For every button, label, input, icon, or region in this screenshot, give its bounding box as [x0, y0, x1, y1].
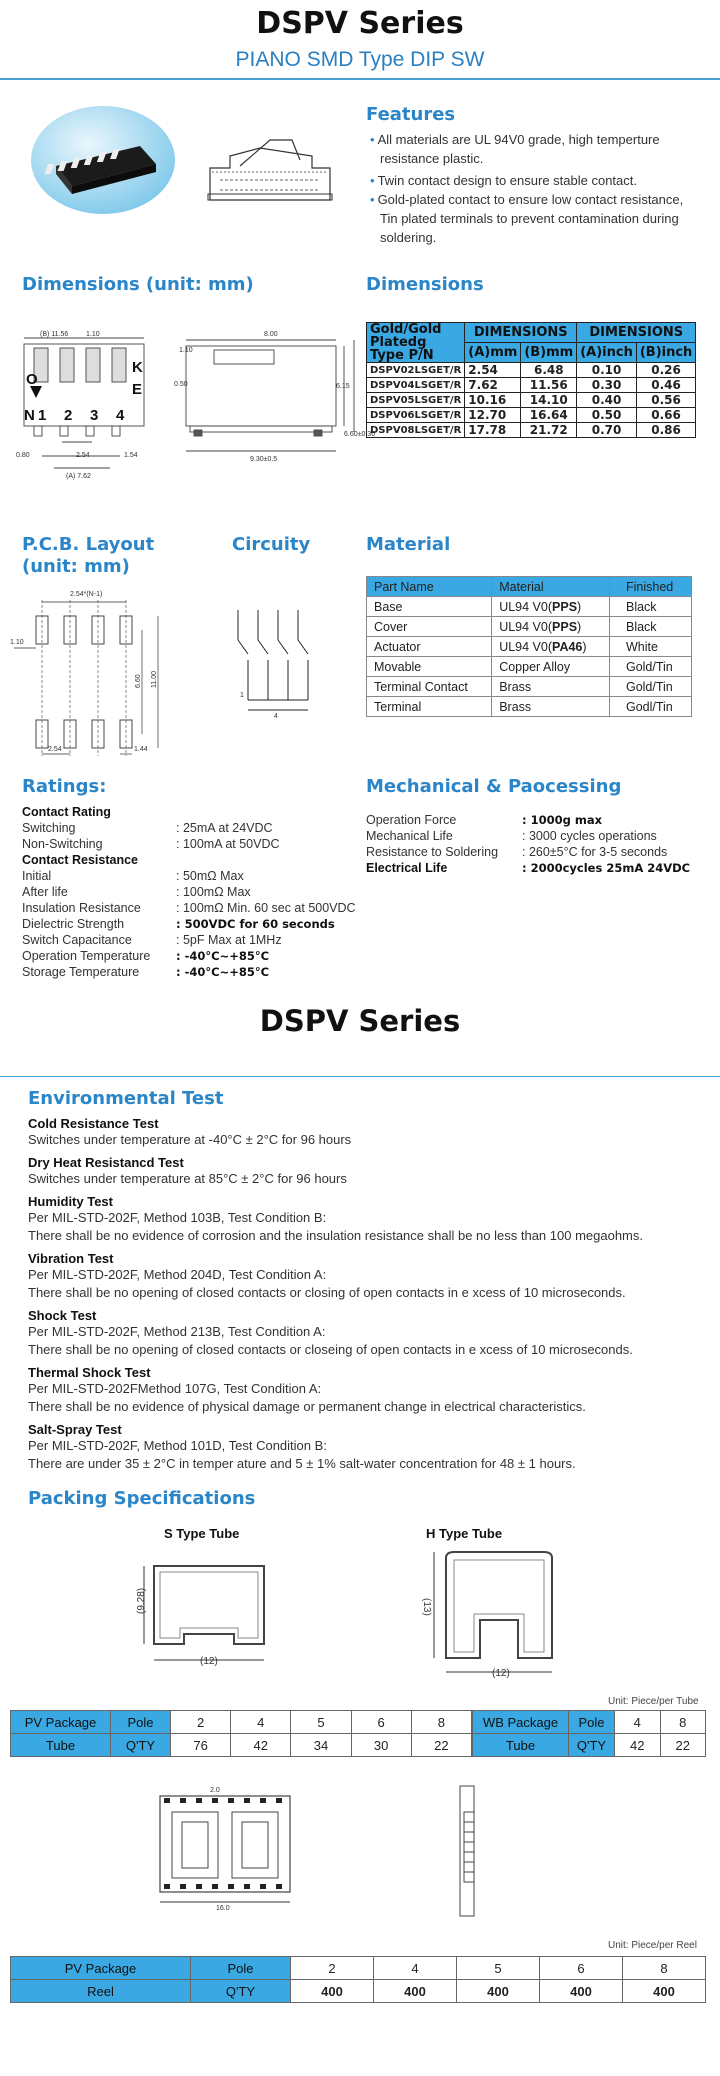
reel-cell: 400 — [374, 1980, 457, 2003]
env-test-text: Per MIL-STD-202F, Method 103B, Test Condition B: — [28, 1210, 327, 1225]
mechanical-label: Electrical Life — [366, 861, 448, 875]
material-part: Actuator — [367, 637, 492, 657]
s-tube-dim: (12) — [200, 1656, 218, 1667]
table-row — [367, 363, 696, 378]
pk-cell: 2 — [171, 1711, 231, 1734]
dim-cell: 2.54 — [465, 363, 521, 378]
rating-value: : 100mΩ Max — [176, 885, 251, 899]
reel-side-drawing — [448, 1782, 488, 1922]
switch-text: 3 — [90, 407, 99, 424]
material-table — [366, 576, 692, 717]
product-photo — [28, 104, 178, 216]
material-name: UL94 V0 — [499, 619, 548, 634]
reel-cell: Q'TY — [191, 1980, 291, 2003]
circuity-heading: Circuity — [232, 534, 311, 555]
dim-cell: 0.26 — [636, 363, 695, 378]
dim-cell: 21.72 — [521, 423, 577, 438]
dim-table-header-pn: Gold/Gold Platedg Type P/N — [367, 323, 465, 363]
env-test-item — [28, 1308, 708, 1359]
mechanical-row — [366, 844, 706, 860]
dim-cell: 0.56 — [636, 393, 695, 408]
switch-text: 1 — [38, 407, 47, 424]
pk-cell: 4 — [615, 1711, 661, 1734]
dim-cell: 0.30 — [577, 378, 637, 393]
table-row — [367, 393, 696, 408]
h-tube-dim: (13) — [421, 1598, 432, 1616]
switch-text: N — [24, 407, 35, 424]
pcb-heading: P.C.B. Layout (unit: mm) — [22, 534, 155, 577]
env-test-item — [28, 1422, 708, 1473]
rating-label: Initial — [22, 869, 52, 883]
switch-text: E — [132, 381, 143, 398]
switch-text: O — [26, 371, 38, 388]
dim-table-header: DIMENSIONS — [465, 323, 577, 343]
dim-cell: 0.66 — [636, 408, 695, 423]
dim-cell: 0.46 — [636, 378, 695, 393]
material-part: Terminal — [367, 697, 492, 717]
dim-cell: 10.16 — [465, 393, 521, 408]
ratings-list — [22, 804, 362, 980]
env-test-text: Switches under temperature at 85°C ± 2°C for 96 hours — [28, 1171, 347, 1186]
reel-cell: 5 — [457, 1957, 540, 1980]
dim-label: 9.30±0.5 — [250, 456, 278, 463]
rating-label: After life — [22, 885, 68, 899]
env-test-text: Per MIL-STD-202F, Method 213B, Test Condition A: — [28, 1324, 326, 1339]
table-row — [367, 677, 692, 697]
dim-label: 8.00 — [264, 331, 278, 338]
dim-pn: DSPV08LSGET/R — [367, 423, 465, 438]
pk-cell: PV Package — [11, 1711, 111, 1734]
dim-cell: 11.56 — [521, 378, 577, 393]
pk-cell: 8 — [411, 1711, 471, 1734]
env-test-text: There shall be no evidence of corrosion and the insulation resistance shall be no less than 100 megaohms. — [28, 1228, 643, 1243]
material-grade: PPS — [552, 619, 578, 634]
rating-value: : 50mΩ Max — [176, 869, 244, 883]
material-part: Cover — [367, 617, 492, 637]
env-test-text: Switches under temperature at -40°C ± 2°C for 96 hours — [28, 1132, 352, 1147]
dim-label: 0.50 — [174, 381, 188, 388]
mechanical-label: Resistance to Soldering — [366, 845, 499, 859]
table-row: Actuator UL94 V0(PA46) White — [367, 637, 692, 657]
environmental-list — [28, 1116, 708, 1479]
circuit-label: 1 — [240, 692, 244, 699]
material-name: Brass — [492, 697, 610, 717]
mechanical-row — [366, 812, 706, 828]
material-name: Brass — [492, 677, 610, 697]
mechanical-heading: Mechanical & Paocessing — [366, 776, 622, 797]
rating-row — [22, 948, 362, 964]
dimensions-drawing — [14, 326, 376, 486]
pcb-drawing — [10, 580, 180, 760]
rating-label: Operation Temperature — [22, 949, 151, 963]
table-row: Cover UL94 V0(PPS) Black — [367, 617, 692, 637]
pcb-label: 2.54 — [48, 746, 62, 753]
env-test-item — [28, 1365, 708, 1416]
dim-pn: DSPV06LSGET/R — [367, 408, 465, 423]
material-name: UL94 V0 — [499, 599, 548, 614]
pk-cell: Q'TY — [569, 1734, 615, 1757]
rating-row — [22, 916, 362, 932]
pk-cell: 4 — [231, 1711, 291, 1734]
mechanical-row — [366, 860, 706, 876]
env-test-text: There are under 35 ± 2°C in temper ature and 5 ± 1% salt-water concentration for 48 ± 1 hours. — [28, 1456, 576, 1471]
pk-cell: Tube — [473, 1734, 569, 1757]
dim-table-subheader: (A)inch — [577, 343, 637, 363]
unit-tube: Unit: Piece/per Tube — [608, 1696, 699, 1707]
table-row — [367, 697, 692, 717]
table-row — [367, 408, 696, 423]
dim-cell: 0.70 — [577, 423, 637, 438]
rating-row — [22, 964, 362, 980]
pcb-label: 6.60 — [135, 674, 142, 688]
packing-heading: Packing Specifications — [28, 1488, 256, 1509]
dim-label: 0.80 — [16, 452, 30, 459]
h-tube-dim: (12) — [492, 1668, 510, 1679]
env-test-title: Dry Heat Resistancd Test — [28, 1155, 184, 1170]
dim-label: 6.60±0.30 — [344, 431, 376, 438]
dim-cell: 17.78 — [465, 423, 521, 438]
page-subtitle: PIANO SMD Type DIP SW — [235, 48, 485, 71]
pk-cell: WB Package — [473, 1711, 569, 1734]
reel-cell: 400 — [291, 1980, 374, 2003]
dim-cell: 16.64 — [521, 408, 577, 423]
env-test-title: Vibration Test — [28, 1251, 114, 1266]
dim-cell: 0.10 — [577, 363, 637, 378]
reel-dim: 2.0 — [210, 1787, 220, 1794]
reel-cell: 4 — [374, 1957, 457, 1980]
pcb-label: 1.10 — [10, 639, 24, 646]
table-row — [367, 378, 696, 393]
env-test-title: Salt-Spray Test — [28, 1422, 122, 1437]
material-finish: Gold/Tin — [609, 657, 691, 677]
rating-row — [22, 932, 362, 948]
rating-value: : -40°C~+85°C — [176, 949, 270, 963]
pk-cell: Pole — [111, 1711, 171, 1734]
env-test-text: There shall be no opening of closed contacts or closeing of open contacts in e xcess of 10 microseconds. — [28, 1342, 633, 1357]
pcb-label: 11.00 — [151, 671, 158, 688]
wb-tube-table — [472, 1710, 706, 1757]
pk-cell: 30 — [351, 1734, 411, 1757]
pcb-label: 2.54*(N-1) — [70, 591, 103, 598]
dim-table-subheader: (B)mm — [521, 343, 577, 363]
material-heading: Material — [366, 534, 451, 555]
s-tube-dim: (9.28) — [136, 1587, 147, 1614]
pk-cell: Q'TY — [111, 1734, 171, 1757]
env-test-text: Per MIL-STD-202F, Method 204D, Test Condition A: — [28, 1267, 327, 1282]
pk-cell: 8 — [660, 1711, 706, 1734]
material-finish: White — [609, 637, 691, 657]
rating-value: : 100mΩ Min. 60 sec at 500VDC — [176, 901, 356, 915]
rating-label: Insulation Resistance — [22, 901, 141, 915]
material-col: Material — [492, 577, 610, 597]
mechanical-value: : 1000g max — [522, 813, 603, 827]
dim-cell: 0.86 — [636, 423, 695, 438]
material-part: Movable — [367, 657, 492, 677]
material-finish: Black — [609, 617, 691, 637]
reel-cell: 6 — [540, 1957, 623, 1980]
dim-label: 1.10 — [86, 331, 100, 338]
unit-reel: Unit: Piece/per Reel — [608, 1940, 697, 1951]
dimensions-drawing-heading: Dimensions (unit: mm) — [22, 274, 254, 295]
feature-item: • Twin contact design to ensure stable contact. — [368, 171, 698, 190]
dim-table-subheader: (A)mm — [465, 343, 521, 363]
rating-label: Switching — [22, 821, 76, 835]
reel-table — [10, 1956, 706, 2003]
dim-pn: DSPV05LSGET/R — [367, 393, 465, 408]
env-test-item — [28, 1116, 708, 1149]
rating-label: Contact Rating — [22, 805, 111, 819]
dim-label: 1.10 — [179, 347, 193, 354]
features-list — [368, 130, 698, 247]
material-part: Base — [367, 597, 492, 617]
pk-cell: 34 — [291, 1734, 351, 1757]
dim-cell: 0.40 — [577, 393, 637, 408]
material-grade: PPS — [552, 599, 578, 614]
material-finish: Black — [609, 597, 691, 617]
mechanical-label: Mechanical Life — [366, 829, 453, 843]
mechanical-value: : 3000 cycles operations — [522, 829, 657, 843]
mechanical-label: Operation Force — [366, 813, 457, 827]
reel-cell: Reel — [11, 1980, 191, 2003]
rating-row — [22, 804, 362, 820]
material-name: Copper Alloy — [492, 657, 610, 677]
circuit-label: 4 — [274, 713, 278, 720]
material-grade: PA46 — [552, 639, 583, 654]
header-rule — [0, 78, 720, 80]
dim-label: (A) 7.62 — [66, 473, 91, 480]
material-finish: Godl/Tin — [609, 697, 691, 717]
mechanical-value: : 2000cycles 25mA 24VDC — [522, 861, 691, 875]
features-heading: Features — [366, 104, 456, 125]
material-finish: Gold/Tin — [609, 677, 691, 697]
env-test-item — [28, 1251, 708, 1302]
rating-row — [22, 884, 362, 900]
page2-title: DSPV Series — [259, 1004, 461, 1038]
env-test-title: Cold Resistance Test — [28, 1116, 159, 1131]
mechanical-row — [366, 828, 706, 844]
env-test-text: There shall be no evidence of physical damage or permanent change in electrical characteristics. — [28, 1399, 586, 1414]
rating-label: Dielectric Strength — [22, 917, 125, 931]
mechanical-value: : 260±5°C for 3-5 seconds — [522, 845, 668, 859]
feature-item: • Gold-plated contact to ensure low contact resistance, Tin plated terminals to prevent contamination during soldering. — [368, 190, 698, 247]
table-row — [367, 657, 692, 677]
reel-dim: 16.0 — [216, 1905, 230, 1912]
dim-pn: DSPV02LSGET/R — [367, 363, 465, 378]
rating-row — [22, 900, 362, 916]
env-test-title: Thermal Shock Test — [28, 1365, 151, 1380]
pk-cell: 6 — [351, 1711, 411, 1734]
reel-cell: 400 — [457, 1980, 540, 2003]
pk-cell: 76 — [171, 1734, 231, 1757]
material-name: UL94 V0 — [499, 639, 548, 654]
pk-cell: 22 — [411, 1734, 471, 1757]
reel-cell: 8 — [623, 1957, 706, 1980]
environmental-heading: Environmental Test — [28, 1088, 224, 1109]
dim-cell: 0.50 — [577, 408, 637, 423]
reel-cell: 400 — [540, 1980, 623, 2003]
env-test-item — [28, 1155, 708, 1188]
rating-row — [22, 852, 362, 868]
rating-row — [22, 868, 362, 884]
dim-cell: 7.62 — [465, 378, 521, 393]
rating-label: Non-Switching — [22, 837, 103, 851]
pk-cell: Pole — [569, 1711, 615, 1734]
env-test-title: Shock Test — [28, 1308, 97, 1323]
rating-label: Storage Temperature — [22, 965, 140, 979]
dim-label: 1.54 — [124, 452, 138, 459]
mechanical-list — [366, 812, 706, 876]
dim-cell: 12.70 — [465, 408, 521, 423]
rating-label: Switch Capacitance — [22, 933, 132, 947]
dim-pn: DSPV04LSGET/R — [367, 378, 465, 393]
feature-item: • All materials are UL 94V0 grade, high temperture resistance plastic. — [368, 130, 698, 168]
dimensions-table-heading: Dimensions — [366, 274, 484, 295]
rating-row — [22, 836, 362, 852]
pk-cell: 5 — [291, 1711, 351, 1734]
page-title: DSPV Series — [256, 6, 464, 41]
cross-section-drawing — [200, 128, 340, 208]
pk-cell: 22 — [660, 1734, 706, 1757]
rating-value: : -40°C~+85°C — [176, 965, 270, 979]
dim-label: 6.15 — [336, 383, 350, 390]
page2-rule — [0, 1076, 720, 1077]
reel-cell: 2 — [291, 1957, 374, 1980]
s-tube-drawing — [124, 1560, 284, 1670]
env-test-text: There shall be no opening of closed contacts or closing of open contacts in e xcess of 10 microseconds. — [28, 1285, 626, 1300]
rating-label: Contact Resistance — [22, 853, 139, 867]
material-part: Terminal Contact — [367, 677, 492, 697]
dim-table-header: DIMENSIONS — [577, 323, 696, 343]
pk-cell: 42 — [231, 1734, 291, 1757]
switch-text: 4 — [116, 407, 125, 424]
env-test-text: Per MIL-STD-202FMethod 107G, Test Condition A: — [28, 1381, 322, 1396]
ratings-heading: Ratings: — [22, 776, 107, 797]
rating-value: : 25mA at 24VDC — [176, 821, 273, 835]
material-col: Finished — [609, 577, 691, 597]
env-test-title: Humidity Test — [28, 1194, 113, 1209]
rating-value: : 5pF Max at 1MHz — [176, 933, 282, 947]
material-col: Part Name — [367, 577, 492, 597]
h-tube-label: H Type Tube — [426, 1526, 503, 1541]
env-test-item — [28, 1194, 708, 1245]
table-row — [367, 423, 696, 438]
h-tube-drawing — [414, 1548, 564, 1678]
dimensions-table — [366, 322, 696, 438]
reel-cell: Pole — [191, 1957, 291, 1980]
pcb-label: 1.44 — [134, 746, 148, 753]
reel-cell: PV Package — [11, 1957, 191, 1980]
rating-row — [22, 820, 362, 836]
pk-cell: 42 — [615, 1734, 661, 1757]
circuity-diagram — [228, 610, 338, 720]
dim-cell: 6.48 — [521, 363, 577, 378]
dim-label: (B) 11.56 — [40, 331, 69, 338]
switch-text: 2 — [64, 407, 73, 424]
dim-label: 2.54 — [76, 452, 90, 459]
table-row: Base UL94 V0(PPS) Black — [367, 597, 692, 617]
rating-value: : 500VDC for 60 seconds — [176, 917, 335, 931]
s-tube-label: S Type Tube — [164, 1526, 240, 1541]
rating-value: : 100mA at 50VDC — [176, 837, 280, 851]
env-test-text: Per MIL-STD-202F, Method 101D, Test Condition B: — [28, 1438, 327, 1453]
reel-tape-drawing — [150, 1782, 300, 1912]
reel-cell: 400 — [623, 1980, 706, 2003]
switch-text: K — [132, 359, 143, 376]
pv-tube-table — [10, 1710, 472, 1757]
dim-table-subheader: (B)inch — [636, 343, 695, 363]
dim-cell: 14.10 — [521, 393, 577, 408]
pk-cell: Tube — [11, 1734, 111, 1757]
